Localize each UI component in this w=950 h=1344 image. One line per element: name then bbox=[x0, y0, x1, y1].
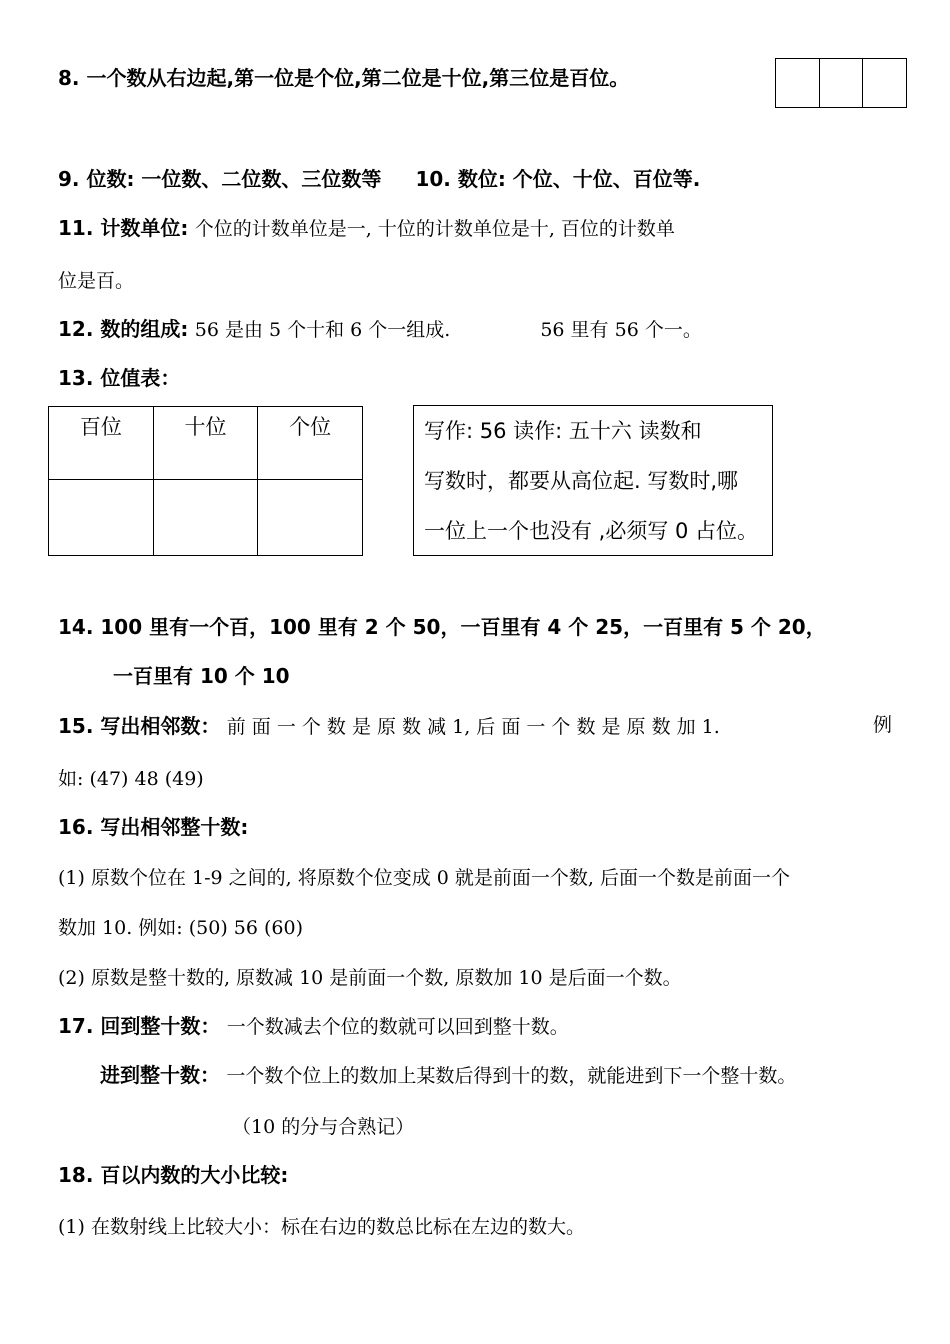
item-18-label: 18. 百以内数的大小比较: bbox=[58, 1163, 289, 1187]
item-12-text: 56 是由 5 个十和 6 个一组成. bbox=[194, 319, 451, 341]
item-18-p1: (1) 在数射线上比较大小：标在右边的数总比标在左边的数大。 bbox=[58, 1216, 585, 1238]
cell-empty bbox=[258, 480, 363, 556]
item-15-text: 前 面 一 个 数 是 原 数 减 1, 后 面 一 个 数 是 原 数 加 1. bbox=[226, 716, 720, 738]
item-17-text: 一个数减去个位的数就可以回到整十数。 bbox=[226, 1016, 569, 1038]
item-16-p2: (2) 原数是整十数的, 原数减 10 是前面一个数, 原数加 10 是后面一个数。 bbox=[58, 967, 682, 989]
item-12-label: 12. 数的组成: bbox=[58, 317, 189, 341]
item-16-label: 16. 写出相邻整十数: bbox=[58, 815, 249, 839]
item-17b bbox=[100, 1059, 796, 1088]
item-12 bbox=[58, 313, 702, 342]
item-16-p1: (1) 原数个位在 1-9 之间的, 将原数个位变成 0 就是前面一个数, 后面一个数是前面一个 bbox=[58, 867, 790, 889]
item-17b-text: 一个数个位上的数加上某数后得到十的数，就能进到下一个整十数。 bbox=[226, 1065, 797, 1087]
place-value-boxes bbox=[775, 58, 907, 108]
note-line-1: 写作: 56 读作: 五十六 读数和 bbox=[424, 419, 702, 443]
cell-empty bbox=[49, 480, 154, 556]
item-11-text: 个位的计数单位是一, 十位的计数单位是十, 百位的计数单 bbox=[194, 218, 675, 240]
item-11-cont: 位是百。 bbox=[58, 270, 135, 292]
item-10-text: 10. 数位: 个位、十位、百位等. bbox=[415, 167, 701, 191]
item-14-cont: 一百里有 10 个 10 bbox=[113, 664, 290, 688]
item-14: 14. 100 里有一个百，100 里有 2 个 50，一百里有 4 个 25，一百里有 5 个 20， bbox=[58, 615, 826, 639]
item-17-label: 17. 回到整十数： bbox=[58, 1014, 221, 1038]
place-box bbox=[820, 59, 864, 107]
item-17c: （10 的分与合熟记） bbox=[232, 1116, 415, 1138]
header-tens: 十位 bbox=[153, 407, 258, 480]
item-12-text2: 56 里有 56 个一。 bbox=[540, 319, 702, 341]
item-16-p1b: 数加 10. 例如: (50) 56 (60) bbox=[58, 917, 303, 939]
item-8: 8. 一个数从右边起,第一位是个位,第二位是十位,第三位是百位。 bbox=[58, 66, 630, 90]
item-15 bbox=[58, 710, 892, 739]
place-value-table bbox=[48, 406, 363, 556]
note-line-3: 一位上一个也没有 ,必须写 0 占位。 bbox=[424, 519, 759, 543]
place-box bbox=[863, 59, 906, 107]
item-11 bbox=[58, 212, 675, 241]
item-17 bbox=[58, 1010, 569, 1039]
header-hundreds: 百位 bbox=[49, 407, 154, 480]
note-line-2: 写数时，都要从高位起. 写数时,哪 bbox=[424, 469, 739, 493]
place-box bbox=[776, 59, 820, 107]
item-15-label: 15. 写出相邻数： bbox=[58, 714, 221, 738]
item-15-eg: 例 bbox=[872, 714, 892, 736]
cell-empty bbox=[153, 480, 258, 556]
read-write-note bbox=[413, 405, 773, 556]
item-9-text: 9. 位数: 一位数、二位数、三位数等 bbox=[58, 167, 382, 191]
item-17b-label: 进到整十数： bbox=[100, 1063, 220, 1087]
item-13-label: 13. 位值表： bbox=[58, 366, 181, 390]
item-11-label: 11. 计数单位: bbox=[58, 216, 189, 240]
item-9 bbox=[58, 163, 700, 192]
item-15-cont: 如: (47) 48 (49) bbox=[58, 768, 204, 790]
header-ones: 个位 bbox=[258, 407, 363, 480]
